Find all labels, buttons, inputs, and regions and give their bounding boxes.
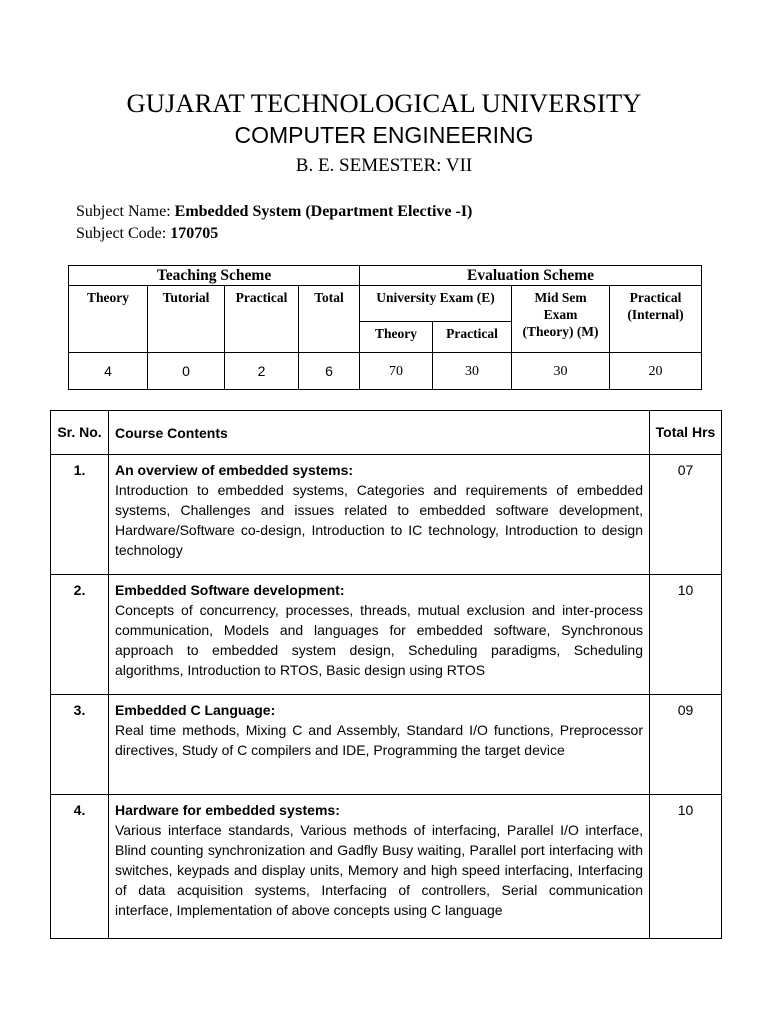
semester-title: B. E. SEMESTER: VII [295, 155, 473, 176]
table-row [51, 575, 722, 695]
topic-text: Real time methods, Mixing C and Assembly, Standard I/O functions, Preprocessor directives, Study of C compilers and IDE, Programming the target device [115, 722, 643, 758]
row-content [109, 795, 650, 939]
row-content [109, 575, 650, 695]
mid-sem-header: Mid Sem Exam (Theory) (M) [512, 286, 610, 353]
subject-code-label: Subject Code: [76, 225, 171, 242]
table-row [51, 795, 722, 939]
row-number: 3. [51, 695, 109, 795]
row-hours: 10 [650, 575, 722, 695]
topic-title: Embedded C Language: [115, 702, 276, 718]
practical-internal-header: Practical (Internal) [610, 286, 702, 353]
teaching-header-total: Total [299, 286, 360, 353]
teaching-header-practical: Practical [225, 286, 299, 353]
subject-name-line [76, 203, 472, 221]
evaluation-value-theory: 70 [360, 353, 433, 390]
row-number: 2. [51, 575, 109, 695]
subject-code-line [76, 225, 218, 243]
evaluation-value-internal: 20 [610, 353, 702, 390]
university-title: GUJARAT TECHNOLOGICAL UNIVERSITY [126, 88, 642, 118]
evaluation-scheme-header: Evaluation Scheme [360, 266, 702, 286]
row-hours: 07 [650, 455, 722, 575]
subject-name-value: Embedded System (Department Elective -I) [174, 203, 473, 220]
row-hours: 10 [650, 795, 722, 939]
teaching-value-tutorial: 0 [148, 353, 225, 390]
topic-text: Introduction to embedded systems, Categories and requirements of embedded systems, Challenges and issues related to embedded software development, Hardware/Software co-design, Introduction to IC technology, Introduction to design technology [115, 482, 643, 558]
table-row [51, 695, 722, 795]
university-practical-header: Practical [433, 322, 512, 353]
topic-text: Concepts of concurrency, processes, threads, mutual exclusion and inter-process communication, Models and languages for embedded software, Synchronous approach to embedded system design, Scheduling paradigms, Scheduling algorithms, Introduction to RTOS, Basic design using RTOS [115, 602, 643, 678]
sr-no-header: Sr. No. [51, 411, 109, 455]
topic-text: Various interface standards, Various methods of interfacing, Parallel I/O interface, Blind counting synchronization and Gadfly Busy waiting, Parallel port interfacing with switches, keypads and display units, Memory and high speed interfacing, Interfacing of data acquisition systems, Interfacing of controllers, Serial communication interface, Implementation of above concepts using C language [115, 822, 643, 918]
scheme-table [68, 265, 702, 390]
topic-title: Embedded Software development: [115, 582, 345, 598]
row-hours: 09 [650, 695, 722, 795]
department-title: COMPUTER ENGINEERING [234, 122, 534, 148]
row-content [109, 695, 650, 795]
row-number: 1. [51, 455, 109, 575]
teaching-header-theory: Theory [69, 286, 148, 353]
table-row [51, 455, 722, 575]
topic-title: Hardware for embedded systems: [115, 802, 340, 818]
total-hrs-header: Total Hrs [650, 411, 722, 455]
teaching-scheme-header: Teaching Scheme [69, 266, 360, 286]
teaching-value-total: 6 [299, 353, 360, 390]
course-contents-header: Course Contents [109, 411, 650, 455]
university-theory-header: Theory [360, 322, 433, 353]
teaching-value-theory: 4 [69, 353, 148, 390]
university-exam-header: University Exam (E) [360, 286, 512, 322]
evaluation-value-midsem: 30 [512, 353, 610, 390]
subject-name-label: Subject Name: [76, 203, 175, 220]
row-content [109, 455, 650, 575]
evaluation-value-practical: 30 [433, 353, 512, 390]
row-number: 4. [51, 795, 109, 939]
teaching-header-tutorial: Tutorial [148, 286, 225, 353]
topic-title: An overview of embedded systems: [115, 462, 354, 478]
subject-code-value: 170705 [170, 225, 219, 242]
course-contents-table [50, 410, 722, 939]
teaching-value-practical: 2 [225, 353, 299, 390]
